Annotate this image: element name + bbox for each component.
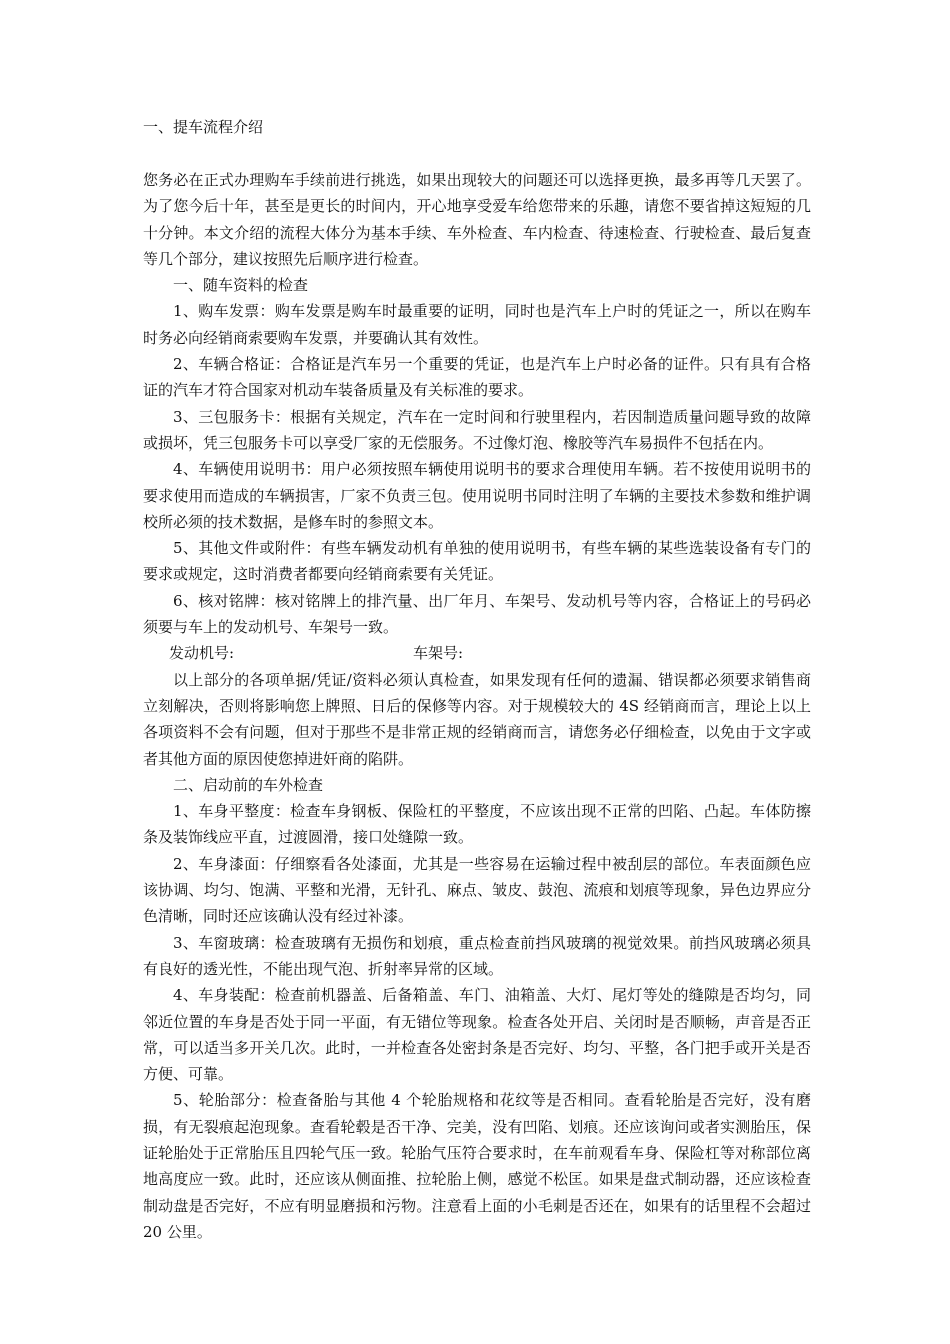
document-page xyxy=(143,114,811,1245)
section-2-item-2: 2、车身漆面：仔细察看各处漆面，尤其是一些容易在运输过程中被刮层的部位。车表面颜色应该协调、均匀、饱满、平整和光滑，无针孔、麻点、皱皮、鼓泡、流痕和划痕等现象，异色边界应分色清晰，同时还应该确认没有经过补漆。 xyxy=(143,854,811,926)
section-1-title: 一、随车资料的检查 xyxy=(173,276,309,295)
section-1-item-5: 5、其他文件或附件：有些车辆发动机有单独的使用说明书，有些车辆的某些选装设备有专门的要求或规定，这时消费者都要向经销商索要有关凭证。 xyxy=(143,539,811,584)
frame-number-label: 车架号: xyxy=(413,644,464,663)
section-1-item-2: 2、车辆合格证：合格证是汽车另一个重要的凭证，也是汽车上户时必备的证件。只有具有合格证的汽车才符合国家对机动车装备质量及有关标准的要求。 xyxy=(143,355,811,400)
document-title: 一、提车流程介绍 xyxy=(143,118,264,136)
section-2-item-5: 5、轮胎部分：检查备胎与其他 4 个轮胎规格和花纹等是否相同。查看轮胎是否完好，没有磨损，有无裂痕起泡现象。查看轮毂是否干净、完美，没有凹陷、划痕。还应该询问或者实测胎压，保证轮胎处于正常胎压且四轮气压一致。轮胎气压符合要求时，在车前观看车身、保险杠等对称部位离地高度应一致。此时，还应该从侧面推、拉轮胎上侧，感觉不松匡。如果是盘式制动器，还应该检查制动盘是否完好，不应有明显磨损和污物。注意看上面的小毛刺是否还在，如果有的话里程不会超过 20 公里。 xyxy=(143,1091,811,1241)
engine-number-label: 发动机号: xyxy=(169,644,235,663)
section-1-item-6: 6、核对铭牌：核对铭牌上的排汽量、出厂年月、车架号、发动机号等内容，合格证上的号码必须要与车上的发动机号、车架号一致。 xyxy=(143,591,811,637)
section-2-title: 二、启动前的车外检查 xyxy=(173,775,324,794)
section-1-item-4: 4、车辆使用说明书：用户必须按照车辆使用说明书的要求合理使用车辆。若不按使用说明书的要求使用而造成的车辆损害，厂家不负责三包。使用说明书同时注明了车辆的主要技术参数和维护调校所必须的技术数据，是修车时的参照文本。 xyxy=(143,460,811,531)
section-1-item-1: 1、购车发票：购车发票是购车时最重要的证明，同时也是汽车上户时的凭证之一，所以在购车时务必向经销商索要购车发票，并要确认其有效性。 xyxy=(143,302,811,347)
section-2-item-3: 3、车窗玻璃：检查玻璃有无损伤和划痕，重点检查前挡风玻璃的视觉效果。前挡风玻璃必须具有良好的透光性，不能出现气泡、折射率异常的区域。 xyxy=(143,933,811,978)
section-1-summary: 以上部分的各项单据/凭证/资料必须认真检查，如果发现有任何的遗漏、错误都必须要求销售商立刻解决，否则将影响您上牌照、日后的保修等内容。对于规模较大的 4S 经销商而言，理论上以上各项资料不会有问题，但对于那些不是非常正规的经销商而言，请您务必仔细检查，以免由于文字或者其他方面的原因使您掉进奸商的陷阱。 xyxy=(143,670,811,768)
section-1-item-3: 3、三包服务卡：根据有关规定，汽车在一定时间和行驶里程内，若因制造质量问题导致的故障或损坏，凭三包服务卡可以享受厂家的无偿服务。不过像灯泡、橡胶等汽车易损件不包括在内。 xyxy=(143,407,811,452)
vehicle-number-fields xyxy=(143,640,811,666)
intro-paragraph: 您务必在正式办理购车手续前进行挑选，如果出现较大的问题还可以选择更换，最多再等几天罢了。为了您今后十年，甚至是更长的时间内，开心地享受爱车给您带来的乐趣，请您不要省掉这短短的几十分钟。本文介绍的流程大体分为基本手续、车外检查、车内检查、待速检查、行驶检查、最后复查等几个部分，建议按照先后顺序进行检查。 xyxy=(143,171,811,268)
section-2-item-4: 4、车身装配：检查前机器盖、后备箱盖、车门、油箱盖、大灯、尾灯等处的缝隙是否均匀，同邻近位置的车身是否处于同一平面，有无错位等现象。检查各处开启、关闭时是否顺畅，声音是否正常，可以适当多开关几次。此时，一并检查各处密封条是否完好、均匀、平整，各门把手或开关是否方便、可靠。 xyxy=(143,986,811,1084)
section-2-item-1: 1、车身平整度：检查车身钢板、保险杠的平整度，不应该出现不正常的凹陷、凸起。车体防擦条及装饰线应平直，过渡圆滑，接口处缝隙一致。 xyxy=(143,802,811,847)
